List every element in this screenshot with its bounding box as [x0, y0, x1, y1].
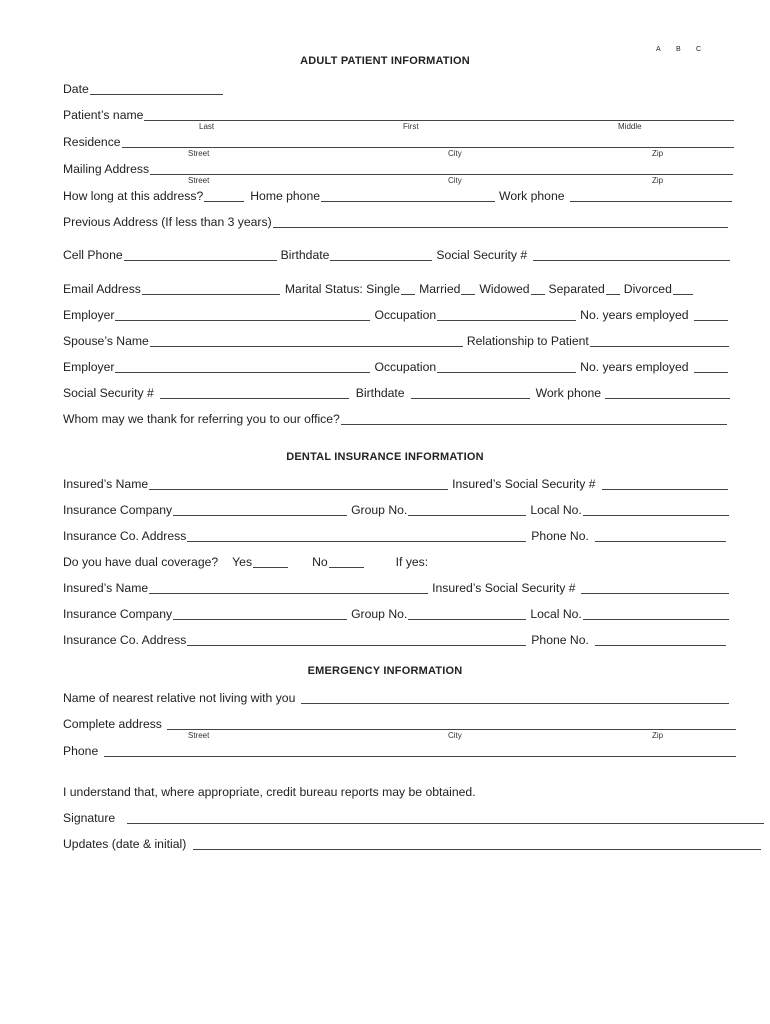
spouse-occupation-field[interactable] — [437, 361, 576, 373]
cell-phone-row — [63, 246, 730, 262]
secondary-insurance-address-field[interactable] — [187, 634, 526, 646]
sub-label-last: Last — [199, 122, 215, 131]
spouse-name-label: Spouse’s Name — [63, 334, 149, 348]
spouse-ss-row — [63, 384, 730, 400]
signature-field[interactable] — [127, 812, 764, 824]
divorced-field[interactable] — [673, 283, 693, 295]
sub-label-zip: Zip — [652, 731, 664, 740]
sub-label-city: City — [448, 731, 462, 740]
email-label: Email Address — [63, 282, 141, 296]
residence-field[interactable] — [122, 136, 734, 148]
sub-label-street: Street — [188, 149, 210, 158]
date-field[interactable] — [90, 83, 223, 95]
if-yes-label: If yes: — [395, 555, 429, 569]
insured-name-field[interactable] — [149, 478, 448, 490]
insurance-address-label: Insurance Co. Address — [63, 633, 187, 647]
mailing-address-field[interactable] — [150, 163, 733, 175]
how-long-field[interactable] — [204, 190, 244, 202]
single-field[interactable] — [401, 283, 415, 295]
complete-address-row — [63, 715, 736, 731]
sub-label-first: First — [403, 122, 419, 131]
spouse-row — [63, 332, 729, 348]
widowed-label: Widowed — [479, 282, 530, 296]
years-employed-field[interactable] — [694, 309, 728, 321]
secondary-insurance-address-row — [63, 631, 726, 647]
nearest-relative-field[interactable] — [301, 692, 729, 704]
insured-ss-field[interactable] — [602, 478, 728, 490]
phone-no-label: Phone No. — [531, 529, 589, 543]
patient-name-row — [63, 106, 734, 122]
birthdate-label: Birthdate — [280, 248, 330, 262]
secondary-insured-name-field[interactable] — [149, 582, 428, 594]
previous-address-label: Previous Address (If less than 3 years) — [63, 215, 272, 229]
email-row — [63, 280, 693, 296]
group-no-label: Group No. — [351, 503, 408, 517]
phone-no-field[interactable] — [595, 530, 726, 542]
occupation-field[interactable] — [437, 309, 576, 321]
divorced-label: Divorced — [623, 282, 672, 296]
employer-field[interactable] — [115, 309, 370, 321]
local-no-label: Local No. — [530, 503, 582, 517]
insurance-company-label: Insurance Company — [63, 607, 173, 621]
sub-label-city: City — [448, 149, 462, 158]
phone-no-label: Phone No. — [531, 633, 589, 647]
nearest-relative-label: Name of nearest relative not living with you — [63, 691, 296, 705]
local-no-label: Local No. — [530, 607, 582, 621]
residence-label: Residence — [63, 135, 121, 149]
relationship-label: Relationship to Patient — [466, 334, 589, 348]
spouse-years-employed-field[interactable] — [694, 361, 728, 373]
insurance-company-label: Insurance Company — [63, 503, 173, 517]
complete-address-field[interactable] — [167, 718, 736, 730]
social-security-label: Social Security # — [63, 386, 154, 400]
insured-name-label: Insured’s Name — [63, 477, 149, 491]
email-field[interactable] — [142, 283, 280, 295]
sub-label-street: Street — [188, 731, 210, 740]
previous-address-row — [63, 213, 728, 229]
married-label: Married — [419, 282, 461, 296]
referral-field[interactable] — [341, 413, 727, 425]
previous-address-field[interactable] — [273, 216, 728, 228]
emergency-phone-field[interactable] — [104, 745, 736, 757]
referral-row — [63, 410, 727, 426]
insurance-address-row — [63, 527, 726, 543]
separated-field[interactable] — [606, 283, 620, 295]
social-security-field[interactable] — [533, 249, 730, 261]
work-phone-label: Work phone — [535, 386, 602, 400]
signature-row — [63, 809, 764, 825]
corner-mark-b: B — [676, 46, 681, 53]
residence-row — [63, 133, 734, 149]
spouse-employer-row — [63, 358, 728, 374]
patient-name-label: Patient’s name — [63, 108, 144, 122]
signature-label: Signature — [63, 811, 116, 825]
years-employed-label: No. years employed — [580, 360, 689, 374]
phone-label: Phone — [63, 744, 99, 758]
mailing-address-label: Mailing Address — [63, 162, 150, 176]
relationship-field[interactable] — [590, 335, 729, 347]
sub-label-zip: Zip — [652, 149, 664, 158]
work-phone-label: Work phone — [499, 189, 565, 203]
corner-mark-c: C — [696, 46, 702, 53]
updates-row — [63, 835, 761, 851]
married-field[interactable] — [461, 283, 475, 295]
referral-label: Whom may we thank for referring you to our office? — [63, 412, 340, 426]
separated-label: Separated — [548, 282, 605, 296]
spouse-birthdate-field[interactable] — [411, 387, 530, 399]
insurance-address-field[interactable] — [187, 530, 526, 542]
cell-phone-field[interactable] — [124, 249, 277, 261]
social-security-label: Social Security # — [436, 248, 528, 262]
occupation-label: Occupation — [374, 360, 437, 374]
group-no-field[interactable] — [408, 504, 526, 516]
years-employed-label: No. years employed — [580, 308, 689, 322]
cell-phone-label: Cell Phone — [63, 248, 123, 262]
insurance-company-row — [63, 501, 729, 517]
home-phone-field[interactable] — [321, 190, 495, 202]
section-title-patient: ADULT PATIENT INFORMATION — [300, 55, 470, 67]
home-phone-label: Home phone — [250, 189, 321, 203]
dual-coverage-row — [63, 553, 429, 569]
employer-row — [63, 306, 728, 322]
updates-label: Updates (date & initial) — [63, 837, 187, 851]
secondary-insurance-company-row — [63, 605, 729, 621]
patient-name-field[interactable] — [144, 109, 734, 121]
date-label: Date — [63, 82, 89, 96]
sub-label-city: City — [448, 176, 462, 185]
updates-field[interactable] — [193, 838, 761, 850]
secondary-group-no-field[interactable] — [408, 608, 526, 620]
occupation-label: Occupation — [374, 308, 437, 322]
birthdate-label: Birthdate — [355, 386, 405, 400]
emergency-phone-row — [63, 742, 736, 758]
sub-label-street: Street — [188, 176, 210, 185]
employer-label: Employer — [63, 308, 115, 322]
spouse-social-security-field[interactable] — [160, 387, 349, 399]
birthdate-field[interactable] — [330, 249, 432, 261]
how-long-label: How long at this address? — [63, 189, 204, 203]
dual-yes-field[interactable] — [253, 556, 288, 568]
insured-ss-label: Insured’s Social Security # — [452, 477, 596, 491]
dual-no-field[interactable] — [329, 556, 364, 568]
secondary-insured-ss-field[interactable] — [581, 582, 729, 594]
local-no-field[interactable] — [583, 504, 729, 516]
insurance-company-field[interactable] — [173, 504, 347, 516]
corner-mark-a: A — [656, 46, 661, 53]
credit-statement-text: I understand that, where appropriate, credit bureau reports may be obtained. — [63, 785, 476, 799]
no-label: No — [312, 555, 328, 569]
secondary-local-no-field[interactable] — [583, 608, 729, 620]
complete-address-label: Complete address — [63, 717, 162, 731]
dual-coverage-label: Do you have dual coverage? — [63, 555, 219, 569]
sub-label-zip: Zip — [652, 176, 664, 185]
spouse-employer-field[interactable] — [115, 361, 370, 373]
insurance-address-label: Insurance Co. Address — [63, 529, 187, 543]
corner-marks — [656, 46, 716, 53]
insured-name-row — [63, 475, 728, 491]
group-no-label: Group No. — [351, 607, 408, 621]
spouse-name-field[interactable] — [150, 335, 463, 347]
widowed-field[interactable] — [531, 283, 545, 295]
section-title-insurance: DENTAL INSURANCE INFORMATION — [286, 451, 484, 463]
nearest-relative-row — [63, 689, 729, 705]
yes-label: Yes — [232, 555, 253, 569]
spouse-work-phone-field[interactable] — [605, 387, 730, 399]
section-title-emergency: EMERGENCY INFORMATION — [307, 665, 463, 677]
secondary-phone-no-field[interactable] — [595, 634, 726, 646]
employer-label: Employer — [63, 360, 115, 374]
sub-label-middle: Middle — [618, 122, 642, 131]
how-long-row — [63, 187, 732, 203]
date-row — [63, 80, 223, 96]
mailing-address-row — [63, 160, 733, 176]
insured-name-label: Insured’s Name — [63, 581, 149, 595]
marital-status-single-label: Marital Status: Single — [284, 282, 401, 296]
work-phone-field[interactable] — [570, 190, 732, 202]
secondary-insured-name-row — [63, 579, 729, 595]
secondary-insurance-company-field[interactable] — [173, 608, 347, 620]
credit-statement-row — [63, 783, 477, 799]
insured-ss-label: Insured’s Social Security # — [432, 581, 576, 595]
